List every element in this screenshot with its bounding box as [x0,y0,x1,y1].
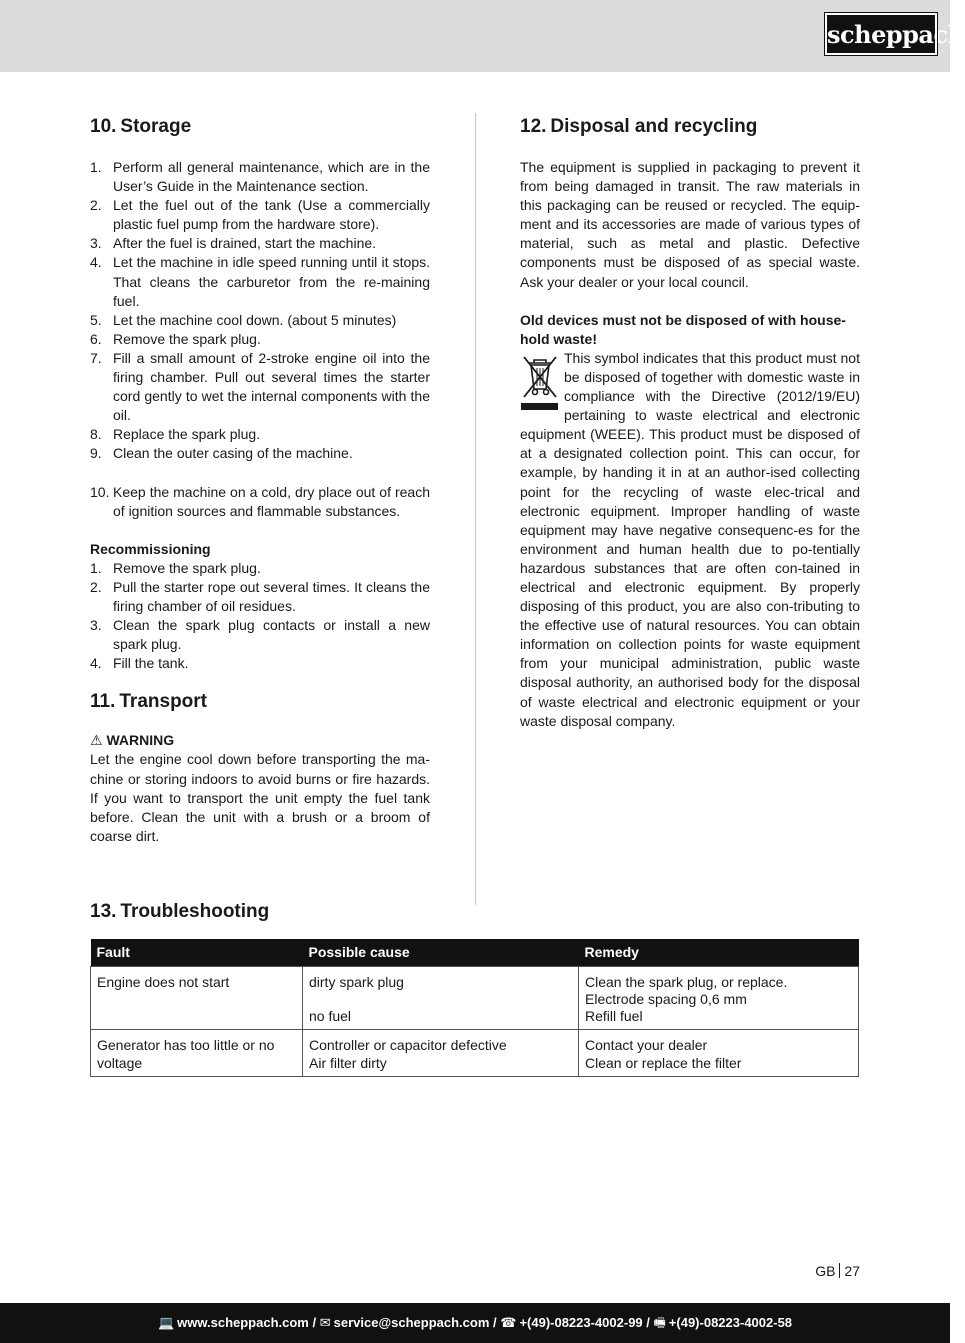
weee-paragraph: This symbol indicates that this product must not be disposed of together with domestic waste in compliance with the Directive (2012/19/EU) pertaining to waste electrical and electronic equipment (WEEE). This product must be disposed of at a designated collection point. This can occur, for example, by handing it in at an author-ised collecting point for the recycling of waste elec-trical and electronic equipment. Improper handling of waste equipment may have negative consequenc-es for the environment and human health due to po-tentially hazardous substances that are often con-tained in electrical and electronic equipment. By properly disposing of this product, you are also con-tributing to the effective use of natural resources. You can obtain information on collection points for waste equipment from your municipal administration, public waste disposal authority, an authorised body for the disposal of waste electrical and electronic equipment or your waste disposal company. [520,349,860,729]
storage-step-10 [90,483,430,521]
footer-email-link[interactable]: service@scheppach.com [333,1315,490,1330]
right-column [520,114,860,731]
list-item: 8. Replace the spark plug. [90,426,261,443]
brand-logo: scheppach [825,13,937,55]
header-remedy: Remedy [579,939,859,966]
warning-icon: ⚠ [90,732,103,749]
troubleshooting-table [90,939,859,1077]
fax-icon: 🖷 [653,1315,666,1330]
old-devices-heading: Old devices must not be disposed of with house-hold waste! [520,311,846,347]
list-item: 3. Clean the spark plug contacts or install a new spark plug. [90,617,430,653]
section-title-storage: 10. Storage [90,116,192,137]
list-item: 2. Let the fuel out of the tank (Use a commercially plastic fuel pump from the hardware store). [90,197,430,233]
table-row [91,966,859,1030]
cell-remedy: Clean the spark plug, or replace. Electrode spacing 0,6 mm Refill fuel [579,966,859,1030]
cell-fault: Generator has too little or no voltage [91,1030,303,1077]
table-row [91,1030,859,1077]
table-header-row [91,939,859,966]
footer-fax: +(49)-08223-4002-58 [668,1315,793,1330]
storage-steps [90,158,430,464]
list-item: 2. Pull the starter rope out several times. It cleans the firing chamber of oil residues. [90,578,430,614]
header-cause: Possible cause [303,939,579,966]
list-item: 3. After the fuel is drained, start the machine. [90,235,377,252]
recommissioning-steps [90,559,430,674]
footer-bar: 💻 www.scheppach.com / ✉ service@scheppach.com / ☎ +(49)-08223-4002-99 / 🖷 +(49)-08223-4002-58 [0,1303,950,1343]
cell-cause: Controller or capacitor defective Air filter dirty [303,1030,579,1077]
computer-icon: 💻 [157,1315,175,1330]
footer-phone: +(49)-08223-4002-99 [519,1315,643,1330]
list-item: 6. Remove the spark plug. [90,330,261,347]
list-item: 10. Keep the machine on a cold, dry place out of reach of ignition sources and flammable substances. [90,483,430,519]
cell-cause: dirty spark plug no fuel [303,966,579,1030]
recommissioning-heading: Recommissioning [90,540,211,557]
list-item: 5. Let the machine cool down. (about 5 minutes) [90,311,397,328]
transport-text: Let the engine cool down before transporting the ma-chine or storing indoors to avoid burns or fire hazards. If you want to transport the unit empty the fuel tank before. Clean the unit with a brush or a broom of coarse dirt. [90,751,430,844]
section-title-disposal: 12. Disposal and recycling [520,116,758,137]
warning-label: ⚠ WARNING [90,732,175,749]
section-title-troubleshooting: 13. Troubleshooting [90,901,270,922]
list-item: 7. Fill a small amount of 2-stroke engine oil into the firing chamber. Pull out several times the starter cord gently to wet the internal components with the oil. [90,349,430,424]
list-item: 1. Perform all general maintenance, which are in the User’s Guide in the Maintenance section. [90,159,430,195]
disposal-intro: The equipment is supplied in packaging to prevent it from being damaged in transit. The raw materials in this packaging can be reused or recycled. The equip-ment and its accessories are made of various types of material, such as metal and plastic. Defective components must be disposed of as special waste. Ask your dealer or your local council. [520,159,860,290]
cell-remedy: Contact your dealer Clean or replace the filter [579,1030,859,1077]
header-fault: Fault [91,939,303,966]
top-bar [0,0,965,72]
list-item: 4. Fill the tank. [90,655,189,672]
page-number: GB 27 [815,1263,860,1279]
column-divider [475,113,476,905]
mail-icon: ✉ [319,1315,331,1330]
footer-web-link[interactable]: www.scheppach.com [177,1315,309,1330]
left-column [90,114,430,846]
section-title-transport: 11. Transport [90,691,207,713]
list-item: 9. Clean the outer casing of the machine. [90,445,353,462]
crossed-bin-icon [520,351,560,413]
list-item: 4. Let the machine in idle speed running until it stops. That cleans the carburetor from the re-maining fuel. [90,254,430,309]
list-item: 1. Remove the spark plug. [90,559,261,576]
phone-icon: ☎ [500,1315,517,1330]
cell-fault: Engine does not start [91,966,303,1030]
